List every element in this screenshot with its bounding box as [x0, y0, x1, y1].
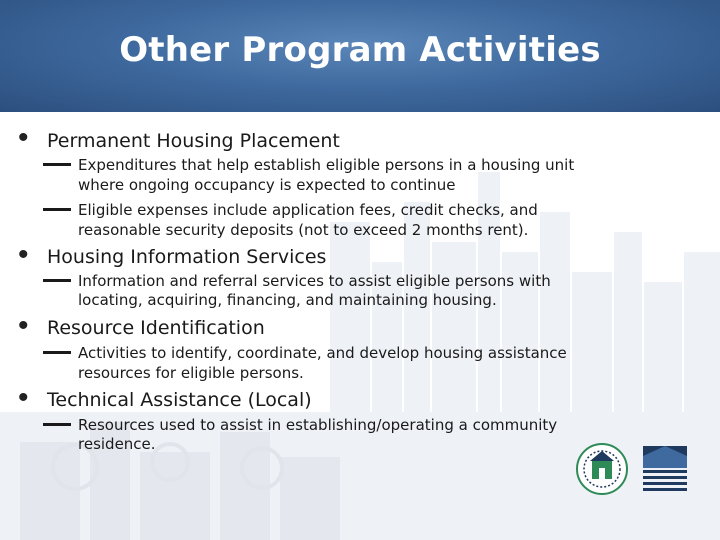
dash-icon [43, 163, 71, 166]
sub-item-line: where ongoing occupancy is expected to continue [78, 176, 456, 194]
bullet-icon: • [18, 238, 29, 271]
dash-icon [43, 351, 71, 354]
dash-icon [43, 423, 71, 426]
agency-logos [575, 440, 695, 498]
sub-item-line: locating, acquiring, financing, and maintaining housing. [78, 291, 497, 309]
dash-icon [43, 279, 71, 282]
section-heading: Resource Identification [47, 317, 265, 339]
section-heading: Technical Assistance (Local) [47, 389, 312, 411]
slide-title: Other Program Activities [119, 30, 601, 70]
sub-item-line: residence. [78, 435, 156, 453]
community-planning-logo-icon [643, 446, 687, 491]
sub-item-line: Expenditures that help establish eligible persons in a housing unit [78, 156, 575, 174]
dash-icon [43, 208, 71, 211]
bullet-icon: • [18, 381, 29, 414]
sub-item-line: Activities to identify, coordinate, and develop housing assistance [78, 344, 567, 362]
bullet-icon: • [18, 121, 29, 154]
sub-item-line: reasonable security deposits (not to exceed 2 months rent). [78, 221, 529, 239]
hud-seal-icon [577, 444, 627, 494]
bullet-icon: • [18, 309, 29, 342]
section-heading: Permanent Housing Placement [47, 130, 340, 152]
sub-item-line: resources for eligible persons. [78, 364, 304, 382]
sub-item-line: Resources used to assist in establishing/operating a community [78, 416, 558, 434]
sub-item-line: Information and referral services to assist eligible persons with [78, 272, 551, 290]
sub-item-line: Eligible expenses include application fees, credit checks, and [78, 201, 538, 219]
section-heading: Housing Information Services [47, 246, 327, 268]
